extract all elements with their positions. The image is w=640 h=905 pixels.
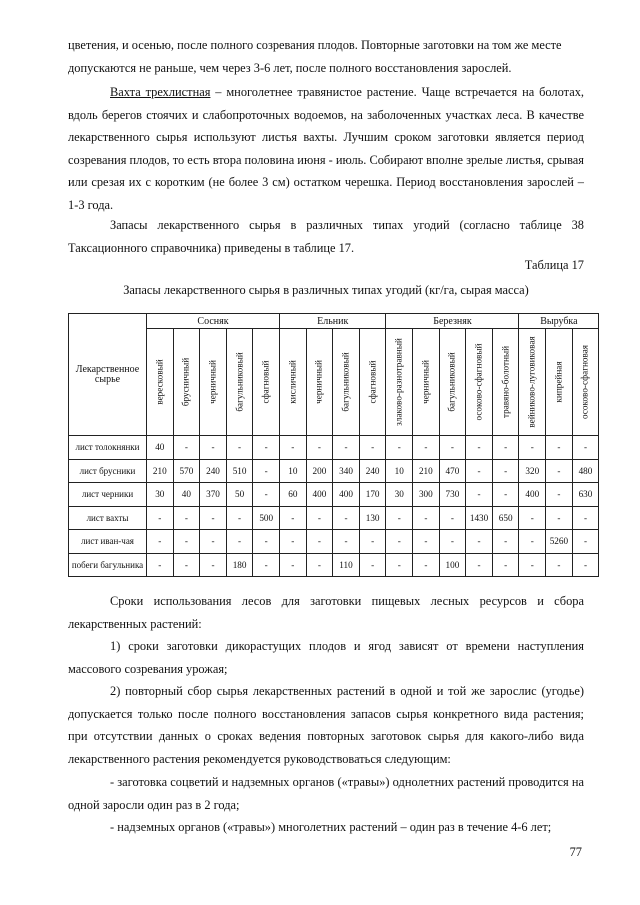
column-header — [280, 329, 307, 436]
vakhta-text: – многолетнее травянистое растение. Чаще встречается на болотах, вдоль берегов стоячих и слабопроточных водоемов, на заболоченных участках леса. В качестве лекарственного сырья используют листья вахты. Лучшим сроком заготовки является период созревания плодов, то есть втора половина июня - июль. Собирают вполне зрелые листья, срывая или срезая их с коротким (не более 3 см) остатком черешка. Период восстановления зарослей – 1-3 года. — [68, 85, 585, 212]
table-cell: - — [306, 553, 333, 577]
column-header-label: злаково-разнотравный — [393, 338, 404, 426]
table-cell: 210 — [147, 459, 174, 483]
table-cell: - — [306, 506, 333, 530]
table-cell: - — [253, 530, 280, 554]
column-header — [413, 329, 440, 436]
table-cell: - — [226, 506, 253, 530]
table-cell: - — [147, 506, 174, 530]
column-header-label: осоково-сфагновая — [579, 344, 590, 420]
column-header-label: сфагновый — [260, 360, 271, 404]
column-header — [386, 329, 413, 436]
table-cell: - — [413, 553, 440, 577]
table-cell: - — [147, 530, 174, 554]
table-cell: - — [546, 506, 573, 530]
table-cell: - — [439, 530, 466, 554]
paragraph-1 — [68, 34, 584, 79]
column-header-label: черничный — [420, 360, 431, 404]
table-cell: - — [173, 436, 200, 460]
page-number: 77 — [569, 845, 582, 859]
table-cell: - — [280, 530, 307, 554]
p1-line2: допускаются не раньше, чем через 3-6 лет, после полного восстановления зарослей. — [68, 60, 512, 75]
table-cell: 10 — [386, 459, 413, 483]
table-cell: - — [466, 459, 493, 483]
table-row — [69, 506, 599, 530]
table-cell: 5260 — [546, 530, 573, 554]
table-cell: - — [253, 483, 280, 507]
table-cell: - — [413, 530, 440, 554]
table-row — [69, 553, 599, 577]
table-cell: - — [280, 506, 307, 530]
table-cell: 470 — [439, 459, 466, 483]
table-cell: - — [572, 530, 599, 554]
column-header-label: травяно-болотный — [499, 345, 510, 419]
column-header — [519, 329, 546, 436]
paragraph-sroki: Сроки использования лесов для заготовки пищевых лесных ресурсов и сбора лекарственных растений: — [68, 594, 584, 631]
table-cell: 210 — [413, 459, 440, 483]
table-cell: 400 — [519, 483, 546, 507]
table-cell: 240 — [359, 459, 386, 483]
row-name: побеги багульника — [69, 553, 147, 577]
table-cell: - — [173, 506, 200, 530]
group-sosnyak: Сосняк — [147, 314, 280, 329]
table-cell: 500 — [253, 506, 280, 530]
table-cell: - — [147, 553, 174, 577]
p1-line1: цветения, и осенью, после полного созревания плодов. Повторные заготовки на том же месте — [68, 38, 562, 52]
table-cell: 40 — [173, 483, 200, 507]
table-cell: 130 — [359, 506, 386, 530]
table-cell: - — [200, 436, 227, 460]
table-cell: - — [359, 530, 386, 554]
table-cell: 480 — [572, 459, 599, 483]
table-cell: - — [253, 436, 280, 460]
table-cell: - — [492, 436, 519, 460]
table-cell: - — [226, 530, 253, 554]
table-cell: - — [492, 459, 519, 483]
table-cell: 170 — [359, 483, 386, 507]
column-header — [466, 329, 493, 436]
table-cell: - — [492, 553, 519, 577]
table-cell: - — [200, 553, 227, 577]
table-cell: - — [306, 530, 333, 554]
column-header-label: багульниковый — [340, 352, 351, 412]
column-header — [147, 329, 174, 436]
table-cell: 100 — [439, 553, 466, 577]
row-name: лист брусники — [69, 459, 147, 483]
table-cell: - — [306, 436, 333, 460]
column-header-label: кипрейная — [553, 361, 564, 403]
table-cell: - — [466, 483, 493, 507]
row-name: лист толокнянки — [69, 436, 147, 460]
table-cell: - — [519, 436, 546, 460]
table-cell: 630 — [572, 483, 599, 507]
table-cell: 650 — [492, 506, 519, 530]
column-header — [359, 329, 386, 436]
table-cell: - — [359, 436, 386, 460]
paragraph-vakhta — [68, 81, 584, 216]
table-cell: - — [333, 506, 360, 530]
column-header — [306, 329, 333, 436]
column-header-label: сфагновый — [366, 360, 377, 404]
table-cell: - — [466, 553, 493, 577]
column-header-label: черничный — [207, 360, 218, 404]
row-header: Лекарственное сырье — [69, 314, 147, 436]
table-cell: 110 — [333, 553, 360, 577]
table-cell: - — [492, 483, 519, 507]
column-header — [572, 329, 599, 436]
table-cell: 240 — [200, 459, 227, 483]
table-cell: 300 — [413, 483, 440, 507]
table-cell: - — [466, 436, 493, 460]
column-header-label: вейниково-луговиковая — [526, 336, 537, 428]
table-title: Запасы лекарственного сырья в различных типах угодий (кг/га, сырая масса) — [123, 283, 529, 297]
table-cell: - — [546, 436, 573, 460]
table-cell: 340 — [333, 459, 360, 483]
table-cell: - — [333, 530, 360, 554]
table-cell: 570 — [173, 459, 200, 483]
table-cell: 30 — [386, 483, 413, 507]
column-header-label: осоково-сфагновый — [473, 343, 484, 421]
table-cell: - — [173, 553, 200, 577]
column-header-label: брусничный — [180, 357, 191, 407]
table-cell: - — [226, 436, 253, 460]
table-cell: - — [280, 436, 307, 460]
table-cell: - — [173, 530, 200, 554]
list-item-2: 2) повторный сбор сырья лекарственных растений в одной и той же зарослис (угодье) допускается только после полного восстановления запасов сырья конкретного вида растения; при отсутствии данных о сроках ведения повторных заготовок сырья для какого-либо вида лекарственного растения рекомендуется руководствоваться следующим: — [68, 684, 584, 766]
column-header — [200, 329, 227, 436]
table-cell: - — [413, 436, 440, 460]
column-header — [173, 329, 200, 436]
list-item-1: 1) сроки заготовки дикорастущих плодов и ягод зависят от времени наступления массового созревания урожая; — [68, 639, 584, 676]
table-cell: - — [200, 506, 227, 530]
table-cell: - — [333, 436, 360, 460]
table-label: Таблица 17 — [524, 258, 584, 272]
table-cell: - — [492, 530, 519, 554]
table-cell: - — [359, 553, 386, 577]
table-cell: - — [200, 530, 227, 554]
table-cell: - — [466, 530, 493, 554]
table-cell: 10 — [280, 459, 307, 483]
table-cell: 30 — [147, 483, 174, 507]
group-bereznyak: Березняк — [386, 314, 519, 329]
table-cell: 40 — [147, 436, 174, 460]
table-cell: - — [253, 553, 280, 577]
list-item-4: - надземных органов («травы») многолетних растений – один раз в течение 4-6 лет; — [110, 820, 552, 834]
column-header-label: багульниковый — [233, 352, 244, 412]
column-header-label: багульниковый — [446, 352, 457, 412]
column-header — [546, 329, 573, 436]
table-row — [69, 530, 599, 554]
reserves-table — [68, 313, 599, 577]
table-cell: 50 — [226, 483, 253, 507]
column-header — [333, 329, 360, 436]
column-header-label: кисличный — [287, 360, 298, 404]
table-cell: - — [572, 436, 599, 460]
table-cell: - — [280, 553, 307, 577]
table-cell: 510 — [226, 459, 253, 483]
table-cell: - — [519, 553, 546, 577]
table-cell: - — [386, 530, 413, 554]
table-cell: - — [386, 553, 413, 577]
table-cell: - — [546, 483, 573, 507]
row-name: лист иван-чая — [69, 530, 147, 554]
table-cell: 320 — [519, 459, 546, 483]
column-header — [439, 329, 466, 436]
table-cell: 370 — [200, 483, 227, 507]
table-cell: - — [546, 459, 573, 483]
row-name: лист черники — [69, 483, 147, 507]
table-cell: - — [386, 436, 413, 460]
table-cell: 1430 — [466, 506, 493, 530]
column-header — [226, 329, 253, 436]
list-item-3: - заготовка соцветий и надземных органов («травы») однолетних растений проводится на одной заросли один раз в 2 года; — [68, 775, 584, 812]
table-cell: - — [572, 506, 599, 530]
column-header-label: вересковый — [154, 359, 165, 405]
group-elnik: Ельник — [280, 314, 386, 329]
column-header-label: черничный — [313, 360, 324, 404]
row-name: лист вахты — [69, 506, 147, 530]
table-cell: - — [439, 436, 466, 460]
table-cell: 200 — [306, 459, 333, 483]
table-cell: - — [519, 530, 546, 554]
table-cell: - — [386, 506, 413, 530]
table-row — [69, 483, 599, 507]
table-cell: 60 — [280, 483, 307, 507]
table-cell: - — [519, 506, 546, 530]
column-header — [253, 329, 280, 436]
paragraph-zapasy: Запасы лекарственного сырья в различных типах угодий (согласно таблице 38 Таксационного справочника) приведены в таблице 17. — [68, 218, 584, 255]
table-row — [69, 459, 599, 483]
vakhta-title: Вахта трехлистная — [110, 85, 211, 99]
table-cell: 180 — [226, 553, 253, 577]
column-header — [492, 329, 519, 436]
table-cell: 400 — [306, 483, 333, 507]
table-cell: - — [253, 459, 280, 483]
group-vyrubka: Вырубка — [519, 314, 599, 329]
table-row — [69, 436, 599, 460]
table-cell: - — [546, 553, 573, 577]
table-cell: - — [413, 506, 440, 530]
table-cell: 730 — [439, 483, 466, 507]
table-cell: - — [439, 506, 466, 530]
table-cell: 400 — [333, 483, 360, 507]
table-cell: - — [572, 553, 599, 577]
